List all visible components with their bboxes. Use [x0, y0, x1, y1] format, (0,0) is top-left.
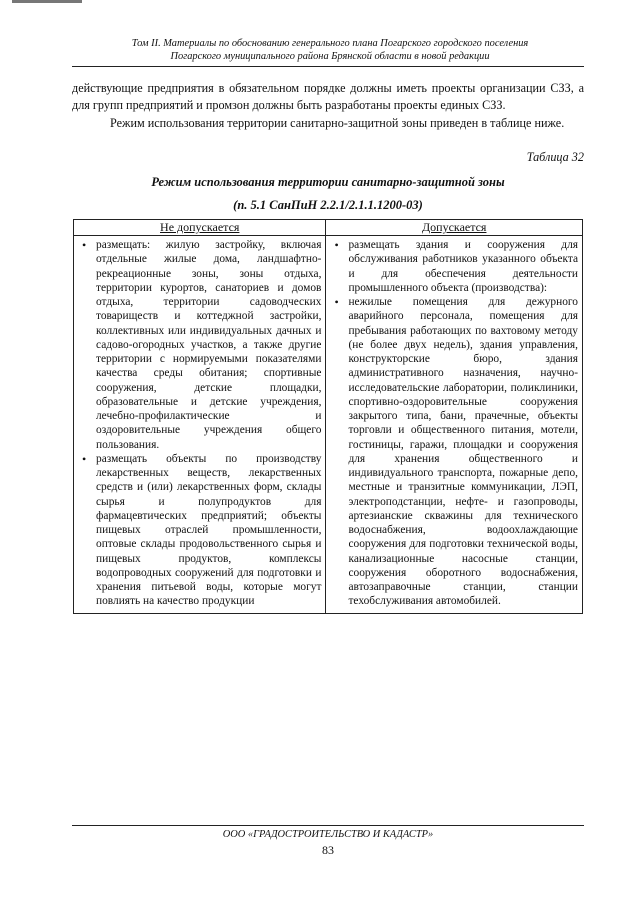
- list-item: • размещать: жилую застройку, включая отдельные жилые дома, ландшафтно-рекреационные зоны, зоны отдыха, территории курортов, санаториев и домов отдыха, территории садоводческих товариществ и коттеджной застройки, коллективных или индивидуальных дачных и садово-огородных участков, а также другие территории с нормируемыми показателями качества среды обитания; спортивные сооружения, детские площадки, образовательные и детские учреждения, лечебно-профилактические и оздоровительные учреждения общего пользования.: [78, 238, 321, 452]
- list-item: • размещать здания и сооружения для обслуживания работников указанного объекта и для обеспечения деятельности промышленного объекта (производства):: [330, 238, 578, 295]
- table-title: Режим использования территории санитарно-защитной зоны: [151, 175, 505, 189]
- table-row: [74, 236, 583, 614]
- not-allowed-list: [78, 238, 321, 609]
- table-number: Таблица 32: [526, 150, 584, 164]
- not-allowed-cell: [74, 236, 326, 614]
- zone-regime-table: [73, 219, 583, 614]
- body-paragraph-1: действующие предприятия в обязательном порядке должны иметь проекты организации СЗЗ, а для групп предприятий и промзон должны быть разработаны проекты единых СЗЗ.: [72, 81, 584, 112]
- header-rule: [72, 66, 584, 67]
- header-line-2: Погарского муниципального района Брянской области в новой редакции: [170, 50, 490, 62]
- column-header-allowed: Допускается: [326, 220, 583, 236]
- list-item: • нежилые помещения для дежурного аварийного персонала, помещения для пребывания работающих по вахтовому методу (не более двух недель), здания управления, конструкторские бюро, здания административного назначения, научно-исследовательские лаборатории, поликлиники, спортивно-оздоровительные сооружения закрытого типа, бани, прачечные, объекты торговли и общественного питания, мотели, гостиницы, гаражи, площадки и сооружения для хранения общественного и индивидуального транспорта, пожарные депо, местные и транзитные коммуникации, ЛЭП, электроподстанции, нефте- и газопроводы, артезианские скважины для технического водоснабжения, водоохлаждающие сооружения для подготовки технической воды, канализационные насосные станции, сооружения оборотного водоснабжения, автозаправочные станции, станции техобслуживания автомобилей.: [330, 295, 578, 609]
- list-item: • размещать объекты по производству лекарственных веществ, лекарственных средств и (или) лекарственных форм, склады сырья и полупродуктов для фармацевтических предприятий; объекты пищевых отраслей промышленности, оптовые склады продовольственного сырья и пищевых продуктов, комплексы водопроводных сооружений для подготовки и хранения питьевой воды, которые могут повлиять на качество продукции: [78, 452, 321, 609]
- column-header-not-allowed: Не допускается: [74, 220, 326, 236]
- allowed-cell: [326, 236, 583, 614]
- body-paragraph-2: Режим использования территории санитарно-защитной зоны приведен в таблице ниже.: [110, 116, 565, 130]
- footer-organization: ООО «ГРАДОСТРОИТЕЛЬСТВО И КАДАСТР»: [222, 829, 434, 840]
- page-number: 83: [322, 843, 334, 857]
- table-subtitle: (п. 5.1 СанПиН 2.2.1/2.1.1.1200-03): [233, 198, 423, 212]
- header-line-1: Том II. Материалы по обоснованию генерального плана Погарского городского поселения: [131, 38, 529, 49]
- scan-edge-mark: [12, 0, 82, 3]
- footer-rule: [72, 825, 584, 826]
- document-header: [75, 38, 585, 63]
- allowed-list: [330, 238, 578, 609]
- table-header-row: [74, 220, 583, 236]
